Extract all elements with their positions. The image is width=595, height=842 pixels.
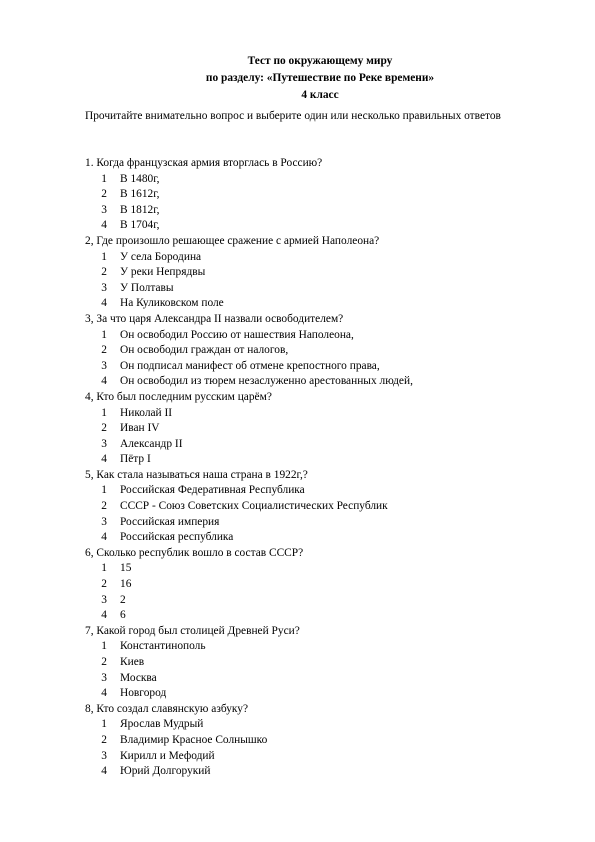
option-text: У реки Непрядвы (120, 266, 206, 279)
option-number: 2 (101, 422, 107, 435)
answer-option[interactable] (85, 250, 565, 266)
option-text: Российская республика (120, 531, 234, 544)
option-number: 3 (101, 359, 107, 372)
question-text: 3, За что царя Александра II назвали освободителем? (85, 312, 344, 325)
answer-option[interactable] (85, 218, 565, 234)
test-title: Тест по окружающему миру (247, 55, 393, 67)
option-text: Константинополь (120, 640, 206, 653)
option-text: Ярослав Мудрый (120, 718, 204, 731)
question-list (85, 156, 565, 780)
answer-option[interactable] (85, 686, 565, 702)
instructions: Прочитайте внимательно вопрос и выберите один или несколько правильных ответов (85, 110, 501, 122)
option-number: 2 (101, 344, 107, 357)
question-text: 6, Сколько республик вошло в состав СССР? (85, 546, 304, 559)
question-block (85, 234, 565, 312)
question-block (85, 390, 565, 468)
option-text: У Полтавы (120, 281, 174, 294)
option-text: Москва (120, 671, 157, 684)
answer-option[interactable] (85, 187, 565, 203)
answer-option[interactable] (85, 452, 565, 468)
option-number: 3 (101, 749, 107, 762)
question-block (85, 546, 565, 624)
question-text: 1. Когда французская армия вторглась в Россию? (85, 157, 323, 169)
option-number: 2 (101, 500, 107, 513)
option-text: Российская Федеративная Республика (120, 484, 305, 497)
option-number: 4 (101, 765, 107, 778)
option-number: 1 (101, 406, 107, 419)
question-block (85, 468, 565, 546)
option-text: Иван IV (120, 422, 160, 435)
option-text: Он подписал манифест об отмене крепостного права, (120, 359, 380, 372)
question-text: 4, Кто был последним русским царём? (85, 390, 272, 403)
answer-option[interactable] (85, 483, 565, 499)
option-number: 1 (101, 718, 107, 731)
answer-option[interactable] (85, 421, 565, 437)
question-block (85, 702, 565, 780)
option-number: 3 (101, 281, 107, 294)
option-text: Он освободил из тюрем незаслуженно арестованных людей, (120, 375, 413, 388)
answer-option[interactable] (85, 406, 565, 422)
answer-option[interactable] (85, 203, 565, 219)
option-number: 4 (101, 609, 107, 622)
answer-option[interactable] (85, 530, 565, 546)
option-text: В 1704г, (120, 219, 160, 232)
option-text: Кирилл и Мефодий (120, 749, 215, 762)
answer-option[interactable] (85, 515, 565, 531)
option-text: Пётр I (120, 453, 151, 466)
answer-option[interactable] (85, 639, 565, 655)
question-text: 8, Кто создал славянскую азбуку? (85, 702, 249, 715)
option-text: Российская империя (120, 515, 220, 528)
option-number: 1 (101, 484, 107, 497)
option-number: 3 (101, 515, 107, 528)
answer-option[interactable] (85, 655, 565, 671)
answer-option[interactable] (85, 499, 565, 515)
option-text: На Куликовском поле (120, 297, 224, 310)
option-number: 4 (101, 297, 107, 310)
answer-option[interactable] (85, 281, 565, 297)
option-text: 6 (120, 609, 126, 622)
answer-option[interactable] (85, 561, 565, 577)
answer-option[interactable] (85, 577, 565, 593)
question-text: 7, Какой город был столицей Древней Руси? (85, 624, 300, 637)
option-number: 4 (101, 453, 107, 466)
option-text: У села Бородина (120, 250, 202, 263)
option-number: 2 (101, 656, 107, 668)
answer-option[interactable] (85, 717, 565, 733)
answer-option[interactable] (85, 172, 565, 188)
answer-option[interactable] (85, 733, 565, 749)
answer-option[interactable] (85, 749, 565, 765)
option-text: В 1480г, (120, 172, 160, 185)
answer-option[interactable] (85, 608, 565, 624)
option-number: 2 (101, 578, 107, 591)
answer-option[interactable] (85, 671, 565, 687)
answer-option[interactable] (85, 265, 565, 281)
option-number: 4 (101, 219, 107, 232)
option-number: 2 (101, 188, 107, 201)
test-grade: 4 класс (301, 89, 339, 101)
option-text: Владимир Красное Солнышко (120, 733, 268, 746)
option-number: 3 (101, 593, 107, 606)
option-number: 1 (101, 172, 107, 185)
option-text: Александр II (120, 437, 183, 450)
option-text: СССР - Союз Советских Социалистических Республик (120, 500, 388, 513)
answer-option[interactable] (85, 328, 565, 344)
option-number: 4 (101, 531, 107, 544)
option-number: 1 (101, 328, 107, 341)
option-number: 1 (101, 640, 107, 653)
option-text: 15 (120, 562, 132, 575)
option-text: В 1812г, (120, 203, 160, 216)
option-number: 2 (101, 266, 107, 279)
option-number: 4 (101, 687, 107, 700)
option-number: 3 (101, 203, 107, 216)
option-number: 1 (101, 562, 107, 575)
answer-option[interactable] (85, 593, 565, 609)
answer-option[interactable] (85, 296, 565, 312)
question-block (85, 624, 565, 702)
option-text: Он освободил Россию от нашествия Наполеона, (120, 328, 354, 341)
answer-option[interactable] (85, 764, 565, 780)
option-text: 16 (120, 578, 132, 591)
question-text: 2, Где произошло решающее сражение с армией Наполеона? (85, 234, 380, 247)
option-text: Николай II (120, 406, 173, 419)
answer-option[interactable] (85, 359, 565, 375)
question-block (85, 312, 565, 390)
question-block (85, 156, 565, 234)
option-text: Юрий Долгорукий (120, 765, 211, 778)
answer-option[interactable] (85, 374, 565, 390)
test-section: по разделу: «Путешествие по Реке времени» (205, 72, 435, 84)
option-text: Новгород (120, 687, 167, 700)
option-number: 2 (101, 733, 107, 746)
answer-option[interactable] (85, 437, 565, 453)
option-text: 2 (120, 593, 126, 606)
question-text: 5, Как стала называться наша страна в 1922г,? (85, 468, 308, 481)
option-number: 4 (101, 375, 107, 388)
option-text: Киев (120, 656, 145, 668)
answer-option[interactable] (85, 343, 565, 359)
option-number: 1 (101, 250, 107, 263)
option-number: 3 (101, 671, 107, 684)
option-text: Он освободил граждан от налогов, (120, 344, 289, 357)
option-text: В 1612г, (120, 188, 160, 201)
option-number: 3 (101, 437, 107, 450)
